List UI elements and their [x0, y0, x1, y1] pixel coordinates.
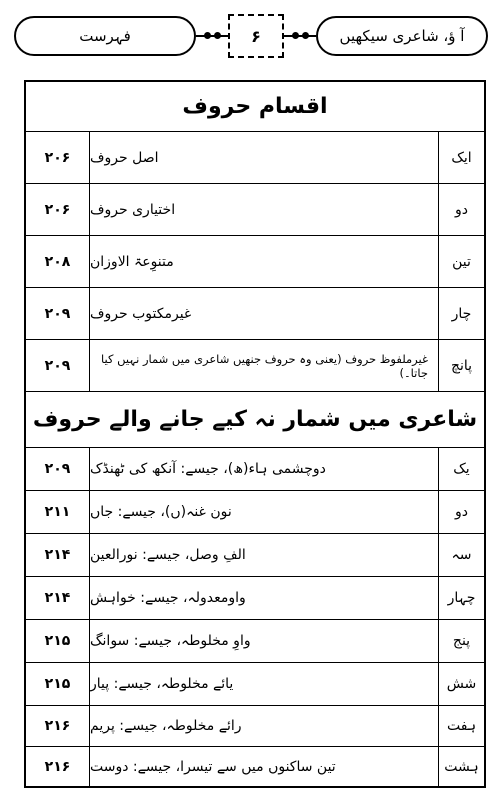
row-text: الفِ وصل، جیسے: نورالعین — [90, 547, 246, 563]
chain-left — [196, 35, 228, 37]
table-row — [26, 184, 484, 236]
table-row — [26, 340, 484, 392]
row-page: ۲۱۵ — [26, 620, 90, 662]
row-page: ۲۰۹ — [26, 448, 90, 490]
row-text: اختیاری حروف — [90, 201, 176, 218]
row-text: یائے مخلوطہ، جیسے: پیار — [90, 676, 234, 692]
row-page: ۲۰۶ — [26, 132, 90, 183]
row-text: غیرملفوظ حروف (یعنی وہ حروف جنھیں شاعری میں شمار نہیں کیا جاتا۔) — [101, 351, 428, 380]
header-right-title: آ ؤ، شاعری سیکھیں — [339, 27, 465, 45]
row-number: پانچ — [438, 340, 484, 391]
row-number: دو — [438, 491, 484, 533]
table-row — [26, 448, 484, 491]
header-left-pill — [14, 16, 196, 56]
row-page: ۲۱۶ — [26, 747, 90, 786]
chain-bead — [292, 32, 299, 39]
page-number-box — [228, 14, 284, 58]
row-page: ۲۰۶ — [26, 184, 90, 235]
table-row — [26, 620, 484, 663]
table-row — [26, 663, 484, 706]
table-row — [26, 577, 484, 620]
row-number: تین — [438, 236, 484, 287]
chain-bead — [302, 32, 309, 39]
row-number: شش — [438, 663, 484, 705]
row-number: سہ — [438, 534, 484, 576]
chain-bead — [204, 32, 211, 39]
chain-bead — [214, 32, 221, 39]
page-number: ۶ — [251, 26, 261, 46]
row-number: ایک — [438, 132, 484, 183]
chain-right — [284, 35, 316, 37]
table-row — [26, 288, 484, 340]
row-page: ۲۱۴ — [26, 534, 90, 576]
contents-table — [24, 80, 486, 788]
row-number: چہار — [438, 577, 484, 619]
row-text: اصل حروف — [90, 149, 159, 166]
row-page: ۲۰۹ — [26, 340, 90, 391]
row-text: واوِ مخلوطہ، جیسے: سوانگ — [90, 633, 251, 649]
row-text: نون غنہ(ں)، جیسے: جاں — [90, 504, 232, 520]
row-number: ہفت — [438, 706, 484, 746]
row-text: رائے مخلوطہ، جیسے: پریم — [90, 718, 242, 734]
table-row — [26, 747, 484, 786]
section-title: اقسام حروف — [182, 94, 328, 119]
section-title: شاعری میں شمار نہ کیے جانے والے حروف — [32, 407, 478, 432]
row-number: دو — [438, 184, 484, 235]
section-heading — [26, 392, 484, 448]
row-page: ۲۱۴ — [26, 577, 90, 619]
page-header — [14, 16, 488, 60]
row-page: ۲۰۸ — [26, 236, 90, 287]
row-number: چار — [438, 288, 484, 339]
table-row — [26, 534, 484, 577]
section-heading — [26, 82, 484, 132]
row-number: پنج — [438, 620, 484, 662]
row-number: ہشت — [438, 747, 484, 786]
row-text: تین ساکنوں میں سے تیسرا، جیسے: دوست — [90, 758, 336, 775]
row-page: ۲۱۵ — [26, 663, 90, 705]
row-text: غیرمکتوب حروف — [90, 305, 192, 322]
header-right-pill — [316, 16, 488, 56]
row-number: یک — [438, 448, 484, 490]
table-row — [26, 706, 484, 747]
table-row — [26, 236, 484, 288]
row-text: دوچشمی ہاء(ھ)، جیسے: آنکھ کی ٹھنڈک — [90, 461, 326, 477]
table-row — [26, 491, 484, 534]
header-left-title: فہرست — [79, 27, 131, 45]
row-page: ۲۱۱ — [26, 491, 90, 533]
table-row — [26, 132, 484, 184]
row-page: ۲۱۶ — [26, 706, 90, 746]
row-text: واومعدولہ، جیسے: خواہش — [90, 590, 246, 606]
row-text: متنوِعۃ الاوزان — [90, 253, 174, 270]
row-page: ۲۰۹ — [26, 288, 90, 339]
